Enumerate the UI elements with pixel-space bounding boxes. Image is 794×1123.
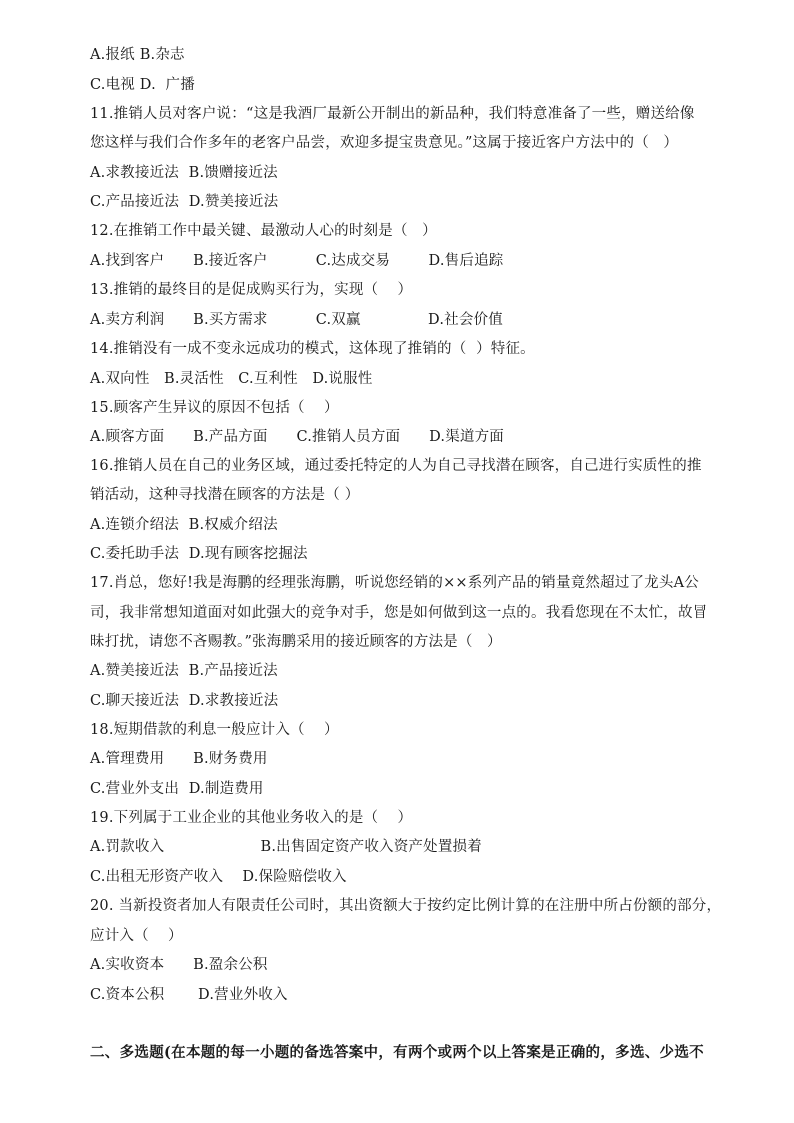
question-19: 19.下列属于工业企业的其他业务收入的是（ ） (90, 810, 413, 826)
question-17-line-2: 司，我非常想知道面对如此强大的竞争对手，您是如何做到这一点的。我看您现在不太忙，故冒 (90, 605, 708, 621)
option-line-q14: A.双向性 B.灵活性 C.互利性 D.说服性 (90, 371, 373, 387)
question-18: 18.短期借款的利息一般应计入（ ） (90, 722, 339, 738)
question-17-line-3: 昧打扰，请您不吝赐教。”张海鹏采用的接近顾客的方法是（ ） (90, 634, 502, 650)
question-11-line-2: 您这样与我们合作多年的老客户品尝，欢迎多提宝贵意见。”这属于接近客户方法中的（ ） (90, 135, 679, 151)
option-line-q12: A.找到客户 B.接近客户 C.达成交易 D.售后追踪 (90, 253, 504, 269)
option-line-q11-cd: C.产品接近法 D.赞美接近法 (90, 194, 279, 210)
option-line-q15: A.顾客方面 B.产品方面 C.推销人员方面 D.渠道方面 (90, 429, 505, 445)
option-line-q11-ab: A.求教接近法 B.馈赠接近法 (90, 165, 278, 181)
question-13: 13.推销的最终目的是促成购买行为，实现（ ） (90, 282, 413, 298)
option-line-q17-cd: C.聊天接近法 D.求教接近法 (90, 693, 279, 709)
question-12: 12.在推销工作中最关键、最激动人心的时刻是（ ） (90, 223, 437, 239)
question-15: 15.顾客产生异议的原因不包括（ ） (90, 400, 339, 416)
question-16-line-1: 16.推销人员在自己的业务区域，通过委托特定的人为自己寻找潜在顾客，自己进行实质性的推 (90, 458, 702, 474)
option-line-q13: A.卖方利润 B.买方需求 C.双赢 D.社会价值 (90, 312, 503, 328)
option-line-q10-ab: A.报纸 B.杂志 (90, 47, 185, 63)
option-line-q20-ab: A.实收资本 B.盈余公积 (90, 957, 268, 973)
option-line-q19-ab: A.罚款收入 B.出售固定资产收入资产处置损着 (90, 839, 482, 855)
question-16-line-2: 销活动，这种寻找潜在顾客的方法是（ ） (90, 487, 360, 503)
option-line-q16-cd: C.委托助手法 D.现有顾客挖掘法 (90, 546, 308, 562)
question-20-line-2: 应计入（ ） (90, 928, 183, 944)
question-11-line-1: 11.推销人员对客户说：“这是我酒厂最新公开制出的新品种，我们特意准备了一些，赠送给像 (90, 106, 695, 122)
section-heading-multiple-choice: 二、多选题(在本题的每一小题的备选答案中，有两个或两个以上答案是正确的，多选、少选不 (90, 1044, 704, 1061)
question-20-line-1: 20. 当新投资者加人有限责任公司时，其出资额大于按约定比例计算的在注册中所占份额的部分， (90, 898, 722, 914)
question-17-line-1: 17.肖总，您好!我是海鹏的经理张海鹏，听说您经销的××系列产品的销量竟然超过了龙头A公 (90, 575, 699, 591)
option-line-q10-cd: C.电视 D. 广播 (90, 77, 195, 93)
option-line-q17-ab: A.赞美接近法 B.产品接近法 (90, 663, 278, 679)
option-line-q19-cd: C.出租无形资产收入 D.保险赔偿收入 (90, 869, 347, 885)
option-line-q18-cd: C.营业外支出 D.制造费用 (90, 781, 264, 797)
option-line-q18-ab: A.管理费用 B.财务费用 (90, 751, 268, 767)
question-14: 14.推销没有一成不变永远成功的模式，这体现了推销的（ ）特征。 (90, 341, 535, 357)
option-line-q20-cd: C.资本公积 D.营业外收入 (90, 987, 288, 1003)
option-line-q16-ab: A.连锁介绍法 B.权威介绍法 (90, 517, 278, 533)
